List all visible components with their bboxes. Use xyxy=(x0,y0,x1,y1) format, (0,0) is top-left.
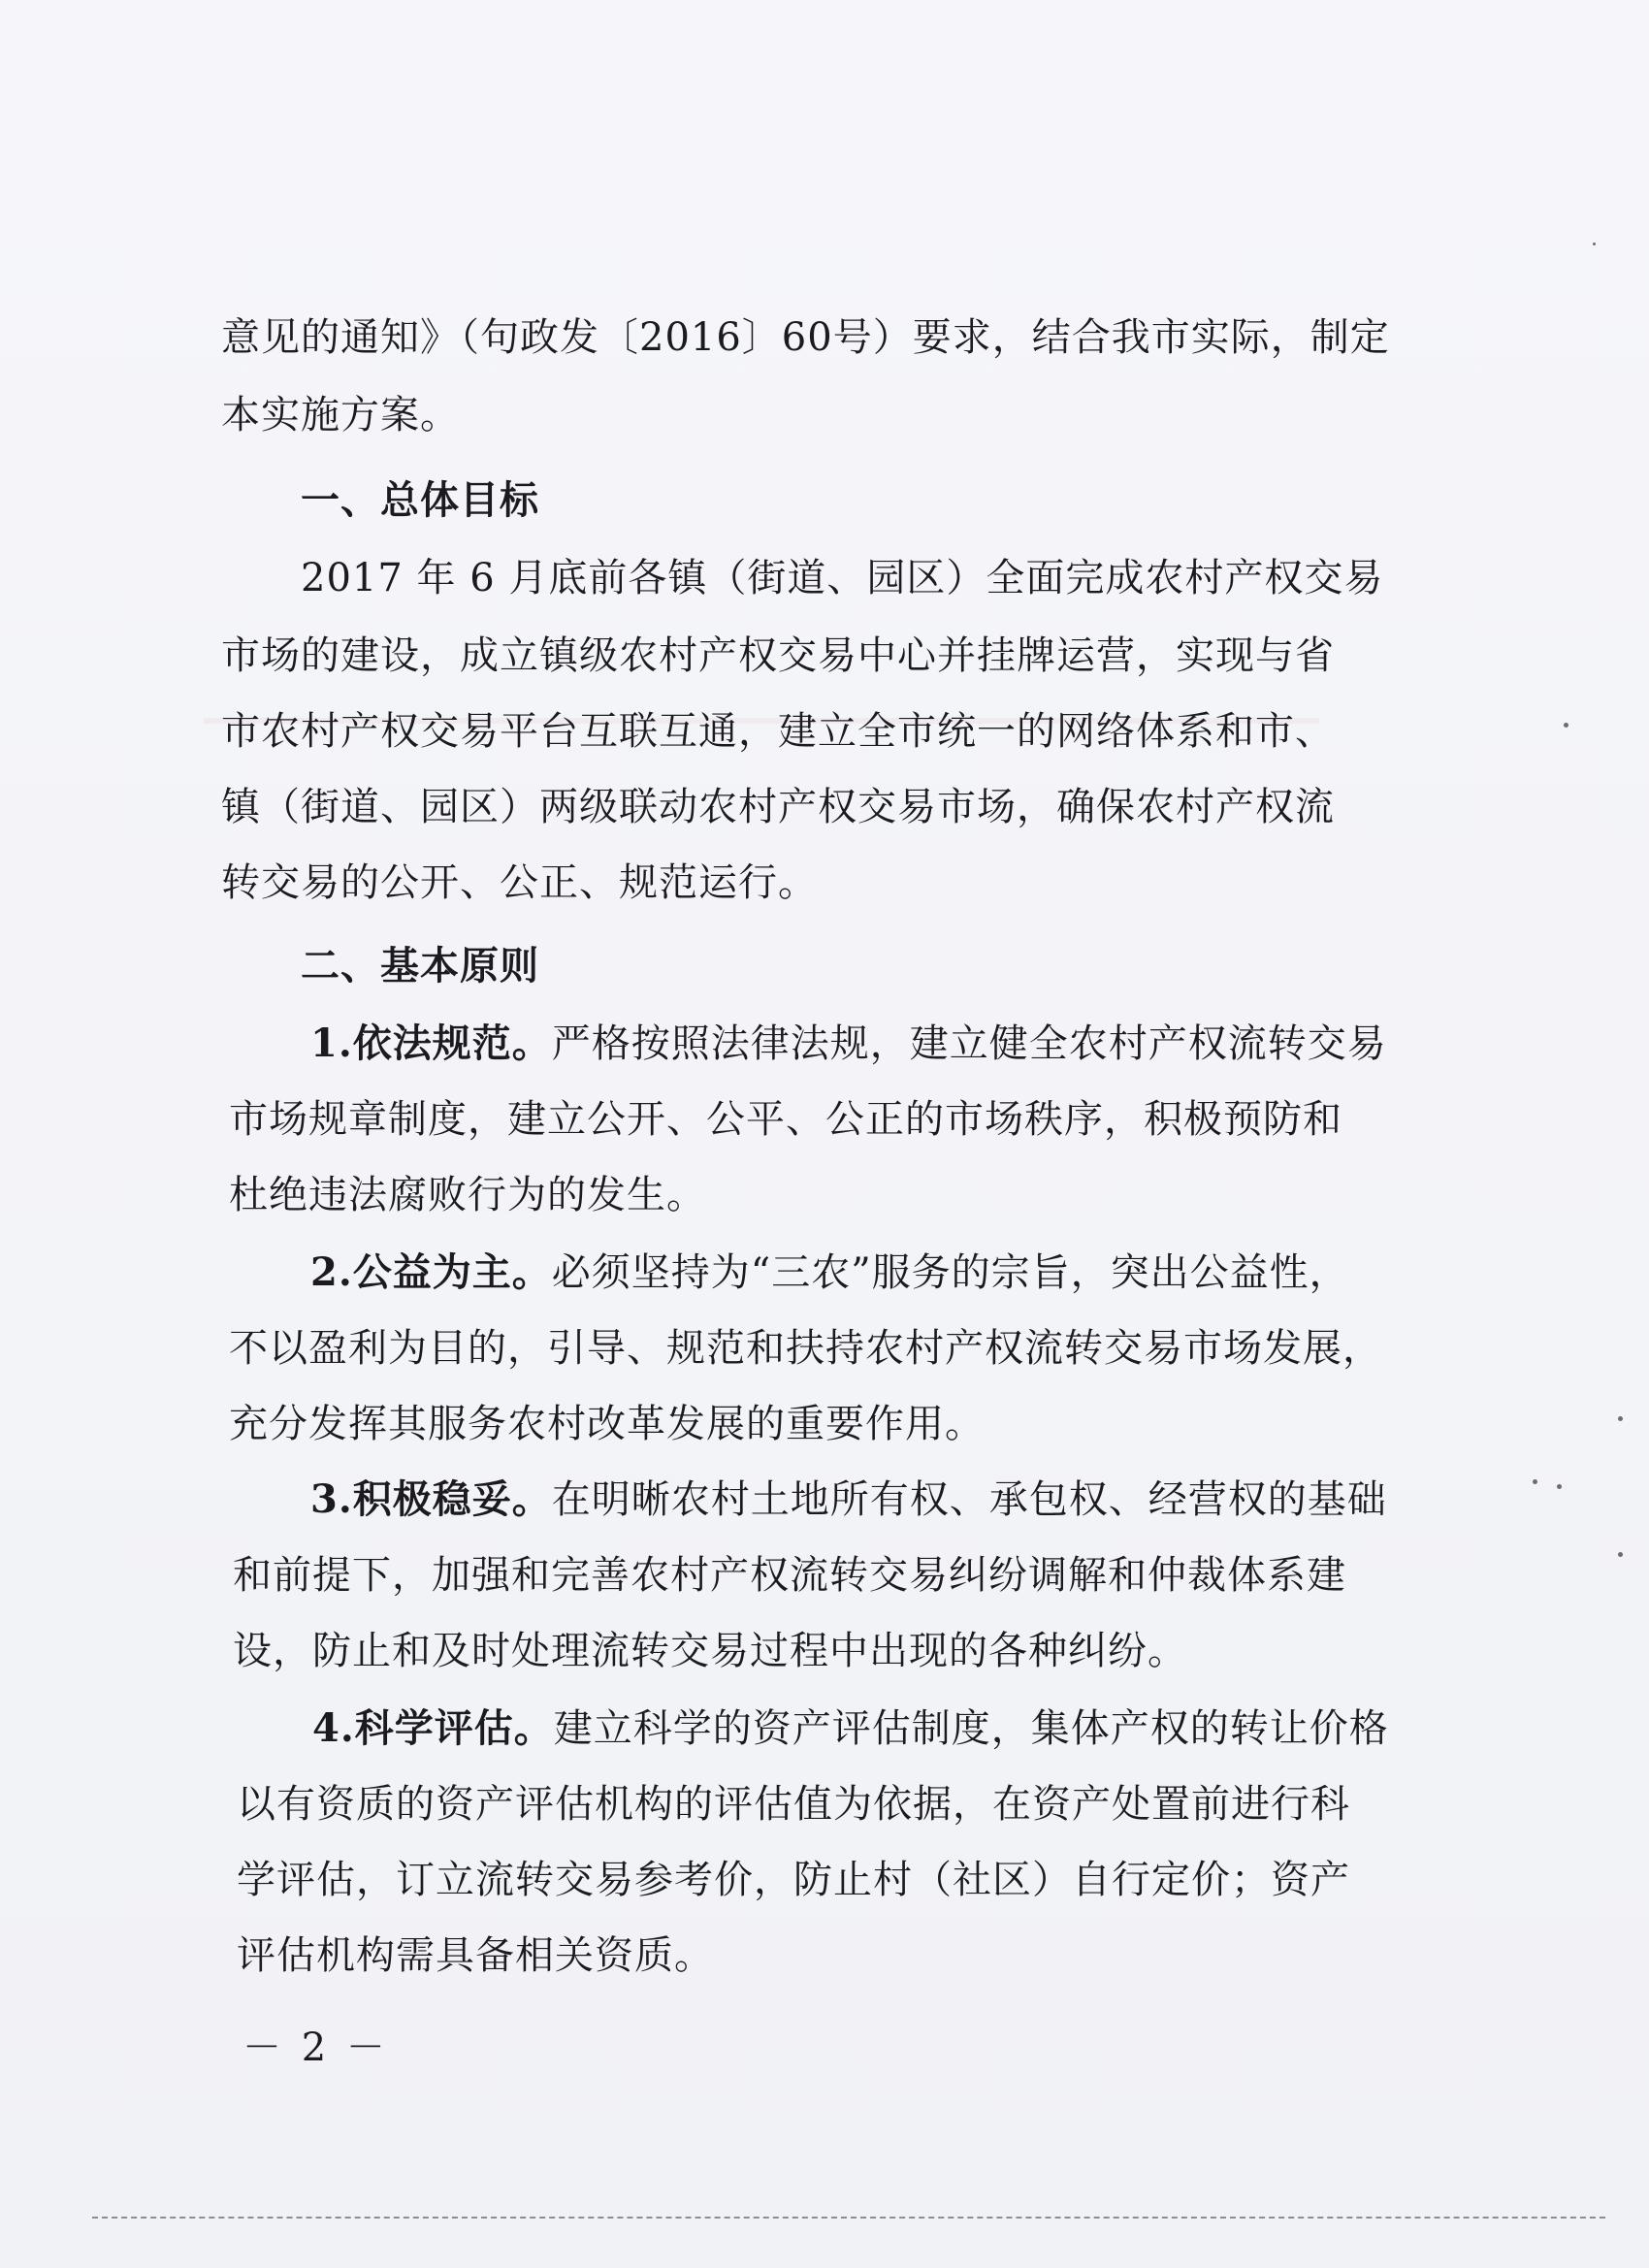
principle-2-line-3: 充分发挥其服务农村改革发展的重要作用。 xyxy=(229,1402,985,1446)
body-line-4: 市场的建设，成立镇级农村产权交易中心并挂牌运营，实现与省 xyxy=(221,633,1335,678)
principle-4-line-3: 学评估，订立流转交易参考价，防止村（社区）自行定价；资产 xyxy=(237,1858,1350,1902)
principle-4-title: 4.科学评估。 xyxy=(312,1705,554,1751)
principle-2-title: 2.公益为主。 xyxy=(310,1249,552,1295)
body-line-5: 市农村产权交易平台互联互通，建立全市统一的网络体系和市、 xyxy=(221,709,1335,754)
principle-2-line-2: 不以盈利为目的，引导、规范和扶持农村产权流转交易市场发展， xyxy=(229,1326,1382,1371)
principle-3-line-3: 设，防止和及时处理流转交易过程中出现的各种纠纷。 xyxy=(233,1629,1187,1673)
principle-3-line-1: 3.积极稳妥。在明晰农村土地所有权、承包权、经营权的基础 xyxy=(310,1476,1387,1522)
principle-1-line-1: 1.依法规范。严格按照法律法规，建立健全农村产权流转交易 xyxy=(310,1021,1387,1066)
body-line-2: 本实施方案。 xyxy=(221,393,460,437)
scan-speck xyxy=(1557,1484,1562,1489)
section-heading-2: 二、基本原则 xyxy=(301,944,539,988)
scan-speck xyxy=(1618,1552,1623,1557)
principle-4-line-4: 评估机构需具备相关资质。 xyxy=(237,1933,714,1978)
principle-3-title: 3.积极稳妥。 xyxy=(310,1476,552,1522)
scan-speck xyxy=(1564,723,1568,728)
body-line-7: 转交易的公开、公正、规范运行。 xyxy=(221,860,818,905)
body-line-3: 2017 年 6 月底前各镇（街道、园区）全面完成农村产权交易 xyxy=(301,556,1384,600)
principle-1-line-2: 市场规章制度，建立公开、公平、公正的市场秩序，积极预防和 xyxy=(229,1097,1342,1142)
scan-speck xyxy=(1593,243,1596,245)
principle-1-line-3: 杜绝违法腐败行为的发生。 xyxy=(229,1173,706,1217)
scan-speck xyxy=(1618,1416,1623,1421)
page-number: － 2 － xyxy=(242,2025,389,2070)
principle-3-line-2: 和前提下，加强和完善农村产权流转交易纠纷调解和仲裁体系建 xyxy=(233,1553,1346,1598)
section-heading-1: 一、总体目标 xyxy=(301,478,539,523)
principle-1-title: 1.依法规范。 xyxy=(310,1021,552,1066)
principle-4-line-2: 以有资质的资产评估机构的评估值为依据，在资产处置前进行科 xyxy=(237,1782,1350,1827)
principle-4-line-1: 4.科学评估。建立科学的资产评估制度，集体产权的转让价格 xyxy=(312,1705,1389,1751)
body-line-6: 镇（街道、园区）两级联动农村产权交易市场，确保农村产权流 xyxy=(221,785,1335,829)
bottom-dotted-rule xyxy=(92,2217,1605,2219)
principle-2-line-1: 2.公益为主。必须坚持为“三农”服务的宗旨，突出公益性， xyxy=(310,1249,1349,1295)
body-line-1: 意见的通知》（句政发〔2016〕60号）要求，结合我市实际，制定 xyxy=(221,315,1390,360)
scan-speck xyxy=(1533,1479,1537,1484)
